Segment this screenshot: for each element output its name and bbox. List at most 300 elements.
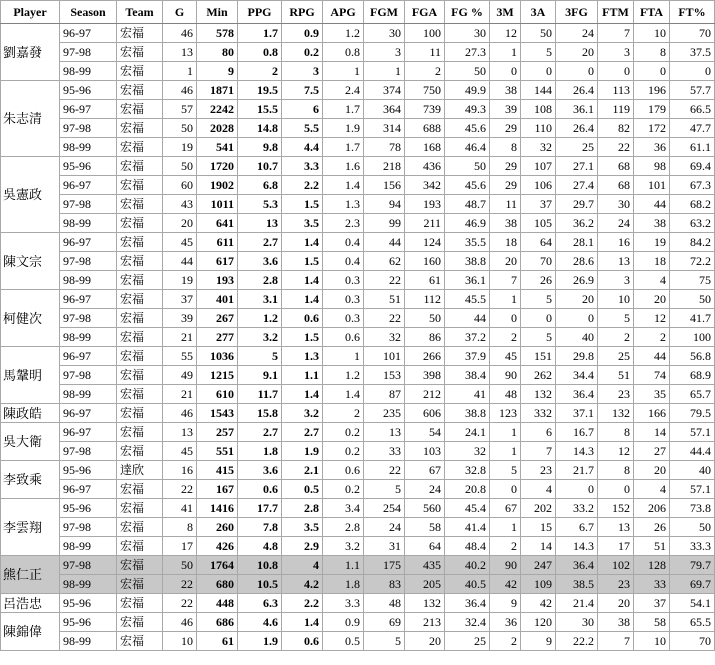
stat-cell: 32 <box>521 138 556 157</box>
team-cell: 宏福 <box>117 100 163 119</box>
stat-cell: 35 <box>634 385 670 404</box>
table-row <box>1 119 715 138</box>
stat-cell: 5 <box>238 347 282 366</box>
stat-cell: 101 <box>634 176 670 195</box>
player-name: 吳憲政 <box>1 157 60 233</box>
stat-cell: 401 <box>197 290 238 309</box>
season-cell: 96-97 <box>60 290 117 309</box>
stat-cell: 24 <box>405 480 445 499</box>
table-row <box>1 556 715 575</box>
stat-cell: 100 <box>405 24 445 43</box>
stat-cell: 3.2 <box>238 328 282 347</box>
stat-cell: 1.5 <box>282 328 323 347</box>
stat-cell: 29 <box>490 157 521 176</box>
stat-cell: 40.5 <box>445 575 490 594</box>
stat-cell: 22 <box>163 594 197 613</box>
stat-cell: 1.4 <box>282 271 323 290</box>
stat-cell: 50 <box>405 309 445 328</box>
stat-cell: 70 <box>521 252 556 271</box>
stat-cell: 415 <box>197 461 238 480</box>
stat-cell: 1 <box>490 518 521 537</box>
stat-cell: 10 <box>163 632 197 651</box>
stat-cell: 32 <box>445 442 490 461</box>
stat-cell: 578 <box>197 24 238 43</box>
table-row <box>1 632 715 651</box>
stat-cell: 11 <box>405 43 445 62</box>
column-header: APG <box>323 1 364 24</box>
stat-cell: 1.6 <box>323 157 364 176</box>
stat-cell: 179 <box>634 100 670 119</box>
stat-cell: 27.1 <box>556 157 598 176</box>
stat-cell: 2.7 <box>238 233 282 252</box>
stat-cell: 16.7 <box>556 423 598 442</box>
stat-cell: 45.6 <box>445 176 490 195</box>
stat-cell: 0 <box>598 480 634 499</box>
team-cell: 宏福 <box>117 214 163 233</box>
stat-cell: 67.3 <box>670 176 715 195</box>
table-row <box>1 214 715 233</box>
stat-cell: 45 <box>163 442 197 461</box>
season-cell: 96-97 <box>60 100 117 119</box>
stat-cell: 739 <box>405 100 445 119</box>
season-cell: 98-99 <box>60 385 117 404</box>
stat-cell: 2.4 <box>323 81 364 100</box>
stat-cell: 28.6 <box>556 252 598 271</box>
stat-cell: 13 <box>163 43 197 62</box>
stat-cell: 2.1 <box>282 461 323 480</box>
stat-cell: 36.4 <box>445 594 490 613</box>
stat-cell: 82 <box>598 119 634 138</box>
team-cell: 宏福 <box>117 43 163 62</box>
stat-cell: 0 <box>670 62 715 81</box>
table-row <box>1 613 715 632</box>
stat-cell: 46 <box>163 81 197 100</box>
table-body <box>1 24 715 651</box>
stat-cell: 1.8 <box>323 575 364 594</box>
stat-cell: 120 <box>521 613 556 632</box>
table-row <box>1 62 715 81</box>
stat-cell: 68.9 <box>670 366 715 385</box>
stat-cell: 123 <box>490 404 521 423</box>
player-name: 柯健次 <box>1 290 60 347</box>
stat-cell: 14 <box>634 423 670 442</box>
team-cell: 宏福 <box>117 556 163 575</box>
stat-cell: 1.3 <box>323 195 364 214</box>
stat-cell: 17 <box>163 537 197 556</box>
stat-cell: 17.7 <box>238 499 282 518</box>
stat-cell: 38 <box>634 214 670 233</box>
stat-cell: 21 <box>163 385 197 404</box>
stat-cell: 6.7 <box>556 518 598 537</box>
stat-cell: 21.7 <box>556 461 598 480</box>
table-row <box>1 176 715 195</box>
season-cell: 95-96 <box>60 499 117 518</box>
stat-cell: 3 <box>598 271 634 290</box>
table-row <box>1 537 715 556</box>
stat-cell: 6.3 <box>238 594 282 613</box>
column-header: FTM <box>598 1 634 24</box>
column-header: FGM <box>364 1 405 24</box>
stat-cell: 29.8 <box>556 347 598 366</box>
stat-cell: 8 <box>634 43 670 62</box>
stat-cell: 10 <box>634 24 670 43</box>
stat-cell: 128 <box>634 556 670 575</box>
stat-cell: 4 <box>634 271 670 290</box>
season-cell: 98-99 <box>60 138 117 157</box>
stat-cell: 2.7 <box>282 423 323 442</box>
stat-cell: 33 <box>364 442 405 461</box>
stat-cell: 1.5 <box>282 195 323 214</box>
stat-cell: 20 <box>405 632 445 651</box>
stat-cell: 38.8 <box>445 404 490 423</box>
stat-cell: 7 <box>490 271 521 290</box>
stat-cell: 5 <box>521 290 556 309</box>
stat-cell: 30 <box>364 24 405 43</box>
stat-cell: 22 <box>364 461 405 480</box>
table-row <box>1 594 715 613</box>
stat-cell: 22 <box>364 271 405 290</box>
stat-cell: 102 <box>598 556 634 575</box>
stat-cell: 72.2 <box>670 252 715 271</box>
stat-cell: 119 <box>598 100 634 119</box>
season-cell: 97-98 <box>60 556 117 575</box>
stat-cell: 5 <box>598 309 634 328</box>
stat-cell: 84.2 <box>670 233 715 252</box>
stat-cell: 79.7 <box>670 556 715 575</box>
stat-cell: 9.1 <box>238 366 282 385</box>
table-row <box>1 575 715 594</box>
stat-cell: 24 <box>364 518 405 537</box>
column-header: FT% <box>670 1 715 24</box>
stat-cell: 7 <box>598 24 634 43</box>
stat-cell: 25 <box>445 632 490 651</box>
stat-cell: 5 <box>364 632 405 651</box>
stat-cell: 57.7 <box>670 81 715 100</box>
team-cell: 宏福 <box>117 537 163 556</box>
stat-cell: 23 <box>598 575 634 594</box>
stat-cell: 50 <box>521 24 556 43</box>
stat-cell: 113 <box>598 81 634 100</box>
stat-cell: 611 <box>197 233 238 252</box>
stat-cell: 7 <box>521 442 556 461</box>
column-header: Season <box>60 1 117 24</box>
stat-cell: 0 <box>490 480 521 499</box>
stat-cell: 4.4 <box>282 138 323 157</box>
stat-cell: 3.1 <box>238 290 282 309</box>
player-name: 吳大衛 <box>1 423 60 461</box>
stat-cell: 686 <box>197 613 238 632</box>
stat-cell: 23 <box>598 385 634 404</box>
stat-cell: 0.4 <box>323 252 364 271</box>
stat-cell: 20 <box>163 214 197 233</box>
stat-cell: 193 <box>405 195 445 214</box>
stat-cell: 0 <box>521 62 556 81</box>
stat-cell: 38.5 <box>556 575 598 594</box>
season-cell: 98-99 <box>60 214 117 233</box>
stat-cell: 1.7 <box>323 138 364 157</box>
stat-cell: 64 <box>521 233 556 252</box>
stat-cell: 46.4 <box>445 138 490 157</box>
season-cell: 97-98 <box>60 43 117 62</box>
column-header: PPG <box>238 1 282 24</box>
stat-cell: 1.7 <box>238 24 282 43</box>
team-cell: 宏福 <box>117 575 163 594</box>
table-row <box>1 100 715 119</box>
stat-cell: 10 <box>634 632 670 651</box>
stat-cell: 0 <box>521 309 556 328</box>
season-cell: 97-98 <box>60 195 117 214</box>
table-row <box>1 480 715 499</box>
stat-cell: 0 <box>556 309 598 328</box>
stat-cell: 19 <box>163 271 197 290</box>
player-name: 呂浩忠 <box>1 594 60 613</box>
player-name: 朱志清 <box>1 81 60 157</box>
stat-cell: 33.3 <box>670 537 715 556</box>
stat-cell: 0 <box>490 309 521 328</box>
stat-cell: 1 <box>490 423 521 442</box>
table-row <box>1 24 715 43</box>
stat-cell: 20 <box>634 461 670 480</box>
stat-cell: 168 <box>405 138 445 157</box>
stat-cell: 50 <box>163 119 197 138</box>
stat-cell: 41 <box>163 499 197 518</box>
stat-cell: 100 <box>670 328 715 347</box>
player-name: 李雲翔 <box>1 499 60 556</box>
season-cell: 98-99 <box>60 328 117 347</box>
stat-cell: 1.1 <box>323 556 364 575</box>
stat-cell: 75 <box>670 271 715 290</box>
stat-cell: 21.4 <box>556 594 598 613</box>
season-cell: 95-96 <box>60 81 117 100</box>
stat-cell: 1720 <box>197 157 238 176</box>
team-cell: 宏福 <box>117 309 163 328</box>
stat-cell: 34.4 <box>556 366 598 385</box>
stat-cell: 44 <box>634 347 670 366</box>
table-row <box>1 233 715 252</box>
stat-cell: 37 <box>634 594 670 613</box>
stat-cell: 40.2 <box>445 556 490 575</box>
season-cell: 97-98 <box>60 442 117 461</box>
stat-cell: 6.8 <box>238 176 282 195</box>
stat-cell: 83 <box>364 575 405 594</box>
stat-cell: 364 <box>364 100 405 119</box>
column-header: 3FG <box>556 1 598 24</box>
stat-cell: 54 <box>405 423 445 442</box>
stat-cell: 0.3 <box>323 271 364 290</box>
stat-cell: 551 <box>197 442 238 461</box>
stat-cell: 43 <box>163 195 197 214</box>
stat-cell: 30 <box>445 24 490 43</box>
stat-cell: 3.3 <box>323 594 364 613</box>
team-cell: 宏福 <box>117 423 163 442</box>
stat-cell: 32 <box>364 328 405 347</box>
table-row <box>1 252 715 271</box>
season-cell: 95-96 <box>60 157 117 176</box>
stat-cell: 50 <box>445 62 490 81</box>
stat-cell: 32.4 <box>445 613 490 632</box>
stat-cell: 1215 <box>197 366 238 385</box>
stat-cell: 5.3 <box>238 195 282 214</box>
stat-cell: 193 <box>197 271 238 290</box>
stat-cell: 66.5 <box>670 100 715 119</box>
stat-cell: 46.9 <box>445 214 490 233</box>
stat-cell: 3.4 <box>323 499 364 518</box>
team-cell: 宏福 <box>117 195 163 214</box>
stat-cell: 0.8 <box>323 43 364 62</box>
stat-cell: 1011 <box>197 195 238 214</box>
season-cell: 97-98 <box>60 366 117 385</box>
stat-cell: 260 <box>197 518 238 537</box>
team-cell: 宏福 <box>117 328 163 347</box>
stat-cell: 46 <box>163 24 197 43</box>
stat-cell: 37.5 <box>670 43 715 62</box>
stat-cell: 16 <box>598 233 634 252</box>
stat-cell: 110 <box>521 119 556 138</box>
stat-cell: 398 <box>405 366 445 385</box>
stat-cell: 106 <box>521 176 556 195</box>
stat-cell: 262 <box>521 366 556 385</box>
table-row <box>1 347 715 366</box>
stat-cell: 4.2 <box>282 575 323 594</box>
stat-cell: 1.7 <box>323 100 364 119</box>
stat-cell: 13 <box>364 423 405 442</box>
stat-cell: 0.5 <box>282 480 323 499</box>
stat-cell: 541 <box>197 138 238 157</box>
stat-cell: 4.6 <box>238 613 282 632</box>
stat-cell: 5 <box>490 461 521 480</box>
stat-cell: 65.5 <box>670 613 715 632</box>
stat-cell: 0 <box>490 62 521 81</box>
stat-cell: 90 <box>490 366 521 385</box>
stat-cell: 15.5 <box>238 100 282 119</box>
stat-cell: 38 <box>598 613 634 632</box>
stat-cell: 0.6 <box>323 461 364 480</box>
stat-cell: 3.6 <box>238 461 282 480</box>
season-cell: 98-99 <box>60 632 117 651</box>
stat-cell: 50 <box>163 157 197 176</box>
stat-cell: 13 <box>238 214 282 233</box>
stat-cell: 1.4 <box>282 233 323 252</box>
stat-cell: 69.4 <box>670 157 715 176</box>
stat-cell: 26 <box>634 518 670 537</box>
stat-cell: 24.1 <box>445 423 490 442</box>
stat-cell: 22 <box>364 309 405 328</box>
stat-cell: 61 <box>197 632 238 651</box>
stat-cell: 212 <box>405 385 445 404</box>
table-row <box>1 423 715 442</box>
column-header: Player <box>1 1 60 24</box>
stat-cell: 436 <box>405 157 445 176</box>
season-cell: 95-96 <box>60 461 117 480</box>
stat-cell: 15.8 <box>238 404 282 423</box>
stat-cell: 4.8 <box>238 537 282 556</box>
stat-cell: 105 <box>521 214 556 233</box>
stat-cell: 0.9 <box>282 24 323 43</box>
stat-cell: 0.2 <box>323 442 364 461</box>
stat-cell: 0 <box>598 62 634 81</box>
stat-cell: 101 <box>364 347 405 366</box>
stat-cell: 20 <box>556 290 598 309</box>
team-cell: 宏福 <box>117 613 163 632</box>
stat-cell: 19 <box>163 138 197 157</box>
stat-cell: 28.1 <box>556 233 598 252</box>
stat-cell: 2.9 <box>282 537 323 556</box>
stat-cell: 257 <box>197 423 238 442</box>
stat-cell: 27 <box>634 442 670 461</box>
stat-cell: 36 <box>634 138 670 157</box>
column-header: FTA <box>634 1 670 24</box>
stat-cell: 10.5 <box>238 575 282 594</box>
stat-cell: 22 <box>163 480 197 499</box>
stat-cell: 2.2 <box>282 594 323 613</box>
stat-cell: 11 <box>490 195 521 214</box>
team-cell: 宏福 <box>117 499 163 518</box>
stat-cell: 4 <box>521 480 556 499</box>
stat-cell: 0.8 <box>238 43 282 62</box>
stat-cell: 36.1 <box>445 271 490 290</box>
season-cell: 96-97 <box>60 480 117 499</box>
stat-cell: 124 <box>405 233 445 252</box>
stat-cell: 3.2 <box>323 537 364 556</box>
stat-cell: 166 <box>634 404 670 423</box>
stat-cell: 156 <box>364 176 405 195</box>
stat-cell: 14 <box>521 537 556 556</box>
stat-cell: 108 <box>521 100 556 119</box>
stat-cell: 58 <box>634 613 670 632</box>
stat-cell: 37 <box>521 195 556 214</box>
stat-cell: 1.4 <box>282 613 323 632</box>
stat-cell: 160 <box>405 252 445 271</box>
stat-cell: 33 <box>634 575 670 594</box>
stat-cell: 2.3 <box>323 214 364 233</box>
stat-cell: 1.2 <box>323 24 364 43</box>
stat-cell: 74 <box>634 366 670 385</box>
team-cell: 宏福 <box>117 632 163 651</box>
stat-cell: 12 <box>490 24 521 43</box>
stat-cell: 196 <box>634 81 670 100</box>
stat-cell: 36.2 <box>556 214 598 233</box>
season-cell: 96-97 <box>60 233 117 252</box>
table-row <box>1 442 715 461</box>
stat-cell: 14.3 <box>556 442 598 461</box>
stat-cell: 24 <box>556 24 598 43</box>
stat-cell: 3.3 <box>282 157 323 176</box>
stat-cell: 30 <box>556 613 598 632</box>
table-row <box>1 157 715 176</box>
table-row <box>1 404 715 423</box>
stat-cell: 1 <box>163 62 197 81</box>
stat-cell: 1543 <box>197 404 238 423</box>
stat-cell: 1871 <box>197 81 238 100</box>
table-row <box>1 138 715 157</box>
stat-cell: 51 <box>598 366 634 385</box>
player-name: 劉嘉發 <box>1 24 60 81</box>
stat-cell: 19 <box>634 233 670 252</box>
stat-cell: 57 <box>163 100 197 119</box>
stat-cell: 36.4 <box>556 385 598 404</box>
stat-cell: 37.2 <box>445 328 490 347</box>
stat-cell: 26.4 <box>556 81 598 100</box>
stat-cell: 18 <box>490 233 521 252</box>
stat-cell: 2 <box>490 537 521 556</box>
team-cell: 宏福 <box>117 594 163 613</box>
stat-cell: 144 <box>521 81 556 100</box>
stat-cell: 35.5 <box>445 233 490 252</box>
stat-cell: 205 <box>405 575 445 594</box>
column-header: RPG <box>282 1 323 24</box>
stat-cell: 3.5 <box>282 518 323 537</box>
stat-cell: 750 <box>405 81 445 100</box>
